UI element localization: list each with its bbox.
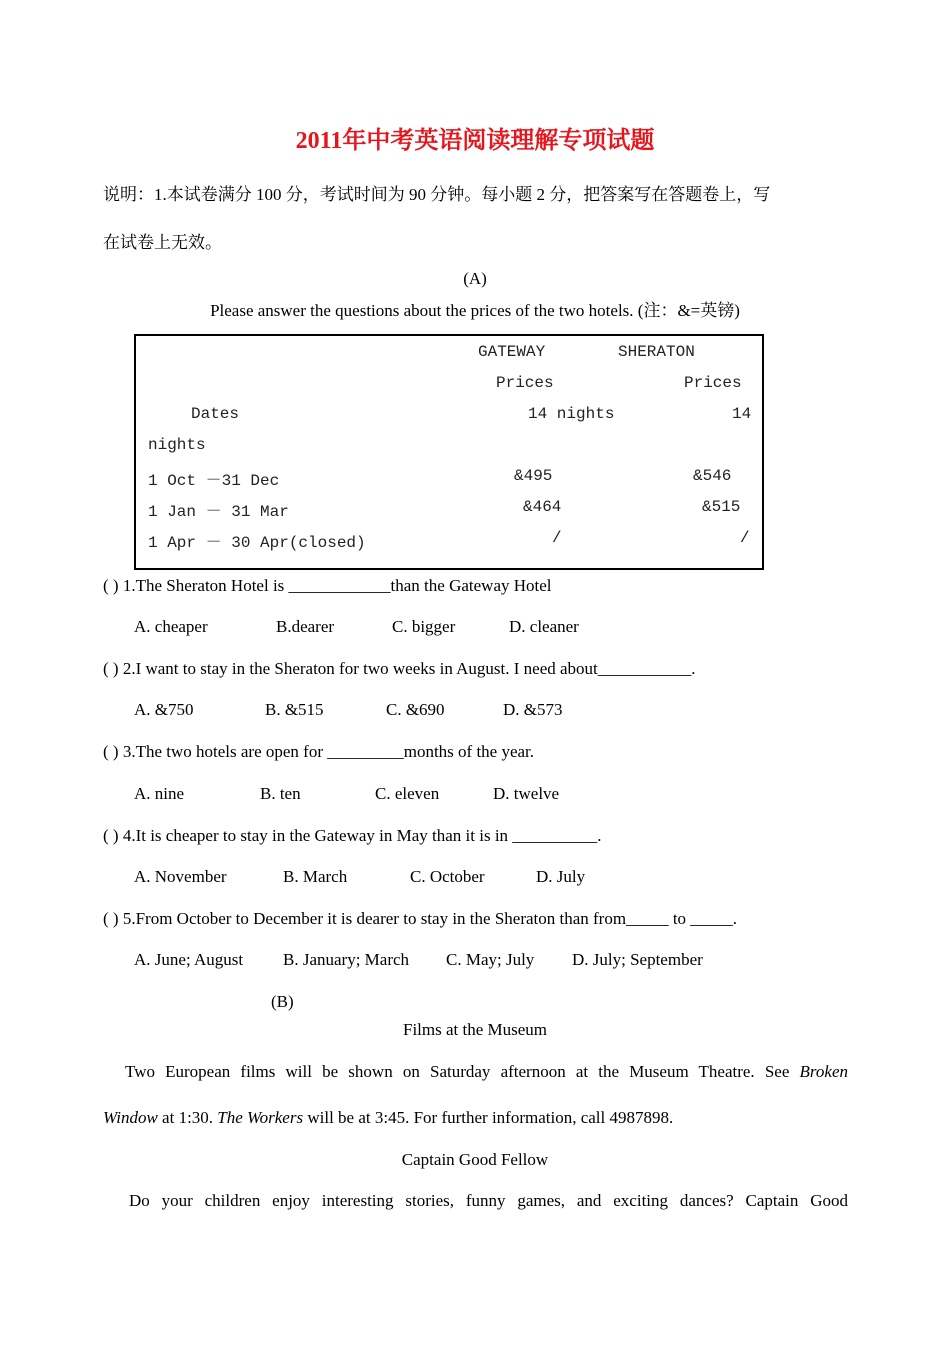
gateway-prices-label: Prices [496, 374, 554, 392]
question-3-option-d[interactable]: D. twelve [493, 784, 560, 803]
question-3-option-c[interactable]: C. eleven [375, 784, 440, 803]
question-5-option-a[interactable]: A. June; August [134, 950, 244, 969]
question-2-option-c[interactable]: C. &690 [386, 700, 445, 719]
row-1-date: 1 Oct －31 Dec [148, 472, 280, 490]
question-2-stem: ( ) 2.I want to stay in the Sheraton for two weeks in August. I need about___________. [103, 659, 696, 678]
gateway-nights-label: 14 nights [528, 405, 615, 423]
films-text-c: will be at 3:45. For further information, call 4987898. [303, 1108, 674, 1127]
sheraton-header: SHERATON [618, 343, 695, 361]
films-heading: Films at the Museum [402, 1020, 548, 1039]
section-b-label: (B) [271, 992, 294, 1011]
row-1-gateway: &495 [514, 467, 553, 485]
question-2-option-a[interactable]: A. &750 [134, 700, 194, 719]
dates-header: Dates [191, 405, 240, 423]
film-title-broken: Broken [799, 1062, 848, 1081]
question-5-stem: ( ) 5.From October to December it is dearer to stay in the Sheraton than from_____ to _____. [103, 909, 738, 928]
row-2-gateway: &464 [523, 498, 562, 516]
row-3-date: 1 Apr － 30 Apr(closed) [148, 534, 366, 552]
films-paragraph-line-1 [103, 1062, 848, 1082]
instructions-line-2: 在试卷上无效。 [103, 233, 222, 252]
film-title-workers: The Workers [217, 1108, 304, 1127]
question-1-stem: ( ) 1.The Sheraton Hotel is ____________than the Gateway Hotel [103, 576, 552, 595]
question-2-option-d[interactable]: D. &573 [503, 700, 563, 719]
row-3-sheraton: / [740, 529, 750, 547]
price-table [134, 334, 764, 570]
row-2-sheraton: &515 [702, 498, 741, 516]
instructions-line-1: 说明：1.本试卷满分 100 分，考试时间为 90 分钟。每小题 2 分，把答案写在答题卷上，写 [103, 185, 771, 204]
question-3-option-b[interactable]: B. ten [260, 784, 301, 803]
films-paragraph-line-2 [103, 1108, 673, 1128]
sheraton-nights-label: nights [148, 436, 206, 454]
captain-paragraph: Do your children enjoy interesting stories, funny games, and exciting dances? Captain Good [129, 1191, 848, 1210]
captain-heading: Captain Good Fellow [401, 1150, 549, 1169]
films-text-a: Two European films will be shown on Saturday afternoon at the Museum Theatre. See [125, 1062, 800, 1081]
question-4-option-c[interactable]: C. October [410, 867, 485, 886]
question-3-option-a[interactable]: A. nine [134, 784, 185, 803]
sheraton-prices-label: Prices [684, 374, 742, 392]
question-3-stem: ( ) 3.The two hotels are open for _________months of the year. [103, 742, 535, 761]
question-5-option-d[interactable]: D. July; September [572, 950, 703, 969]
sheraton-fourteen-label: 14 [732, 405, 752, 423]
row-1-sheraton: &546 [693, 467, 732, 485]
question-2-option-b[interactable]: B. &515 [265, 700, 324, 719]
page-title: 2011年中考英语阅读理解专项试题 [295, 128, 655, 154]
question-4-option-d[interactable]: D. July [536, 867, 586, 886]
question-5-option-c[interactable]: C. May; July [446, 950, 535, 969]
section-a-intro: Please answer the questions about the prices of the two hotels. (注：&=英镑) [210, 301, 740, 320]
question-4-option-b[interactable]: B. March [283, 867, 348, 886]
question-4-stem: ( ) 4.It is cheaper to stay in the Gateway in May than it is in __________. [103, 826, 602, 845]
question-1-option-d[interactable]: D. cleaner [509, 617, 579, 636]
question-1-option-c[interactable]: C. bigger [392, 617, 456, 636]
question-1-option-b[interactable]: B.dearer [276, 617, 335, 636]
row-2-date: 1 Jan － 31 Mar [148, 503, 289, 521]
row-3-gateway: / [552, 529, 562, 547]
question-5-option-b[interactable]: B. January; March [283, 950, 410, 969]
gateway-header: GATEWAY [478, 343, 546, 361]
question-1-option-a[interactable]: A. cheaper [134, 617, 208, 636]
film-title-window: Window [103, 1108, 158, 1127]
films-text-b: at 1:30. [157, 1108, 218, 1127]
question-4-option-a[interactable]: A. November [134, 867, 227, 886]
section-a-label: (A) [463, 269, 487, 288]
